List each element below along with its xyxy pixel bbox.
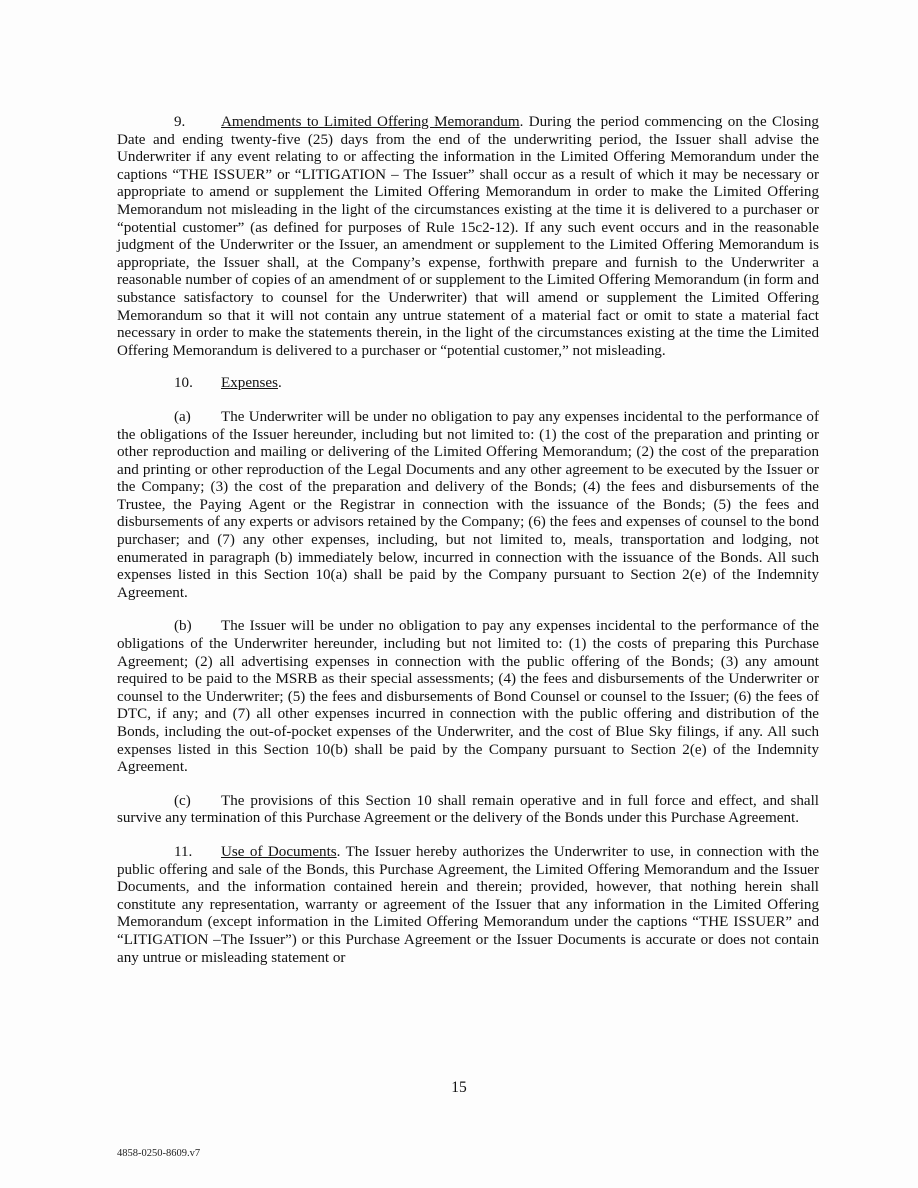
section-11-title: Use of Documents — [221, 843, 337, 860]
section-10a-label: (a) — [174, 408, 191, 425]
section-9-title: Amendments to Limited Offering Memorandum — [221, 114, 520, 130]
section-10a-paragraph — [117, 409, 819, 603]
section-10c-paragraph — [117, 793, 819, 828]
section-10c-label: (c) — [174, 792, 191, 809]
section-9-number: 9. — [174, 114, 186, 130]
document-body — [117, 114, 819, 967]
document-id: 4858-0250-8609.v7 — [117, 1148, 201, 1159]
section-10b-paragraph — [117, 618, 819, 776]
section-10c-text: The provisions of this Section 10 shall remain operative and in full force and effect, and shall survive any termination of this Purchase Agreement or the delivery of the Bonds under this Purchase Agreement. — [117, 792, 819, 827]
section-10-title: Expenses — [221, 375, 279, 392]
section-11-paragraph — [117, 844, 819, 967]
section-10b-text: The Issuer will be under no obligation to pay any expenses incidental to the performance of the obligations of the Underwriter hereunder, including but not limited to: (1) the costs of preparing this Purchase Agreement; (2) all advertising expenses in connection with the public offering of the Bonds; (3) any amount required to be paid to the MSRB as their special assessments; (4) the fees and disbursements of the Underwriter or counsel to the Underwriter; (5) the fees and disbursements of Bond Counsel or counsel to the Issuer; (6) the fees of DTC, if any; and (7) all other expenses incurred in connection with the public offering and distribution of the Bonds, including the out-of-pocket expenses of the Underwriter, and the cost of Blue Sky filings, if any. All such expenses listed in this Section 10(b) shall be paid by the Company pursuant to Section 2(e) of the Indemnity Agreement. — [117, 618, 819, 776]
section-11-text: . The Issuer hereby authorizes the Underwriter to use, in connection with the public offering and sale of the Bonds, this Purchase Agreement, the Limited Offering Memorandum and the Issuer Documents, and the information contained herein and therein; provided, however, that nothing herein shall constitute any representation, warranty or agreement of the Issuer that any information in the Limited Offering Memorandum (except information in the Limited Offering Memorandum under the captions “THE ISSUER” and “LITIGATION –The Issuer”) or this Purchase Agreement or the Issuer Documents is accurate or does not contain any untrue or misleading statement or — [117, 843, 819, 966]
section-10b-label: (b) — [174, 618, 192, 635]
section-10-heading — [117, 375, 819, 393]
section-10-title-suffix: . — [278, 375, 282, 392]
section-10a-text: The Underwriter will be under no obligation to pay any expenses incidental to the performance of the obligations of the Issuer hereunder, including but not limited to: (1) the cost of the preparation and printing or other reproduction and mailing or delivering of the Limited Offering Memorandum; (2) the cost of the preparation and printing or other reproduction of the Legal Documents and any other agreement to be executed by the Issuer or the Company; (3) the cost of the preparation and delivery of the Bonds; (4) the fees and disbursements of the Trustee, the Paying Agent or the Registrar in connection with the issuance of the Bonds; (5) the fees and disbursements of any experts or advisors retained by the Company; (6) the fees and expenses of counsel to the bond purchaser; and (7) any other expenses, including, but not limited to, meals, transportation and lodging, not enumerated in paragraph (b) immediately below, incurred in connection with the issuance of the Bonds. All such expenses listed in this Section 10(a) shall be paid by the Company pursuant to Section 2(e) of the Indemnity Agreement. — [117, 408, 819, 601]
page-number: 15 — [451, 1079, 467, 1096]
section-9-paragraph — [117, 114, 819, 360]
section-11-number: 11. — [174, 843, 193, 860]
section-9-text: . During the period commencing on the Closing Date and ending twenty-five (25) days from the end of the underwriting period, the Issuer shall advise the Underwriter if any event relating to or affecting the information in the Limited Offering Memorandum under the captions “THE ISSUER” or “LITIGATION – The Issuer” shall occur as a result of which it may be necessary or appropriate to amend or supplement the Limited Offering Memorandum in order to make the Limited Offering Memorandum not misleading in the light of the circumstances existing at the time it is delivered to a purchaser or “potential customer” (as defined for purposes of Rule 15c2-12). If any such event occurs and in the reasonable judgment of the Underwriter or the Issuer, an amendment or supplement to the Limited Offering Memorandum is appropriate, the Issuer shall, at the Company’s expense, forthwith prepare and furnish to the Underwriter a reasonable number of copies of an amendment of or supplement to the Limited Offering Memorandum (in form and substance satisfactory to counsel for the Underwriter) that will amend or supplement the Limited Offering Memorandum so that it will not contain any untrue statement of a material fact or omit to state a material fact necessary in order to make the statements therein, in the light of the circumstances existing at the time the Limited Offering Memorandum is delivered to a purchaser or “potential customer,” not misleading. — [117, 114, 819, 359]
section-10-number: 10. — [174, 375, 193, 392]
